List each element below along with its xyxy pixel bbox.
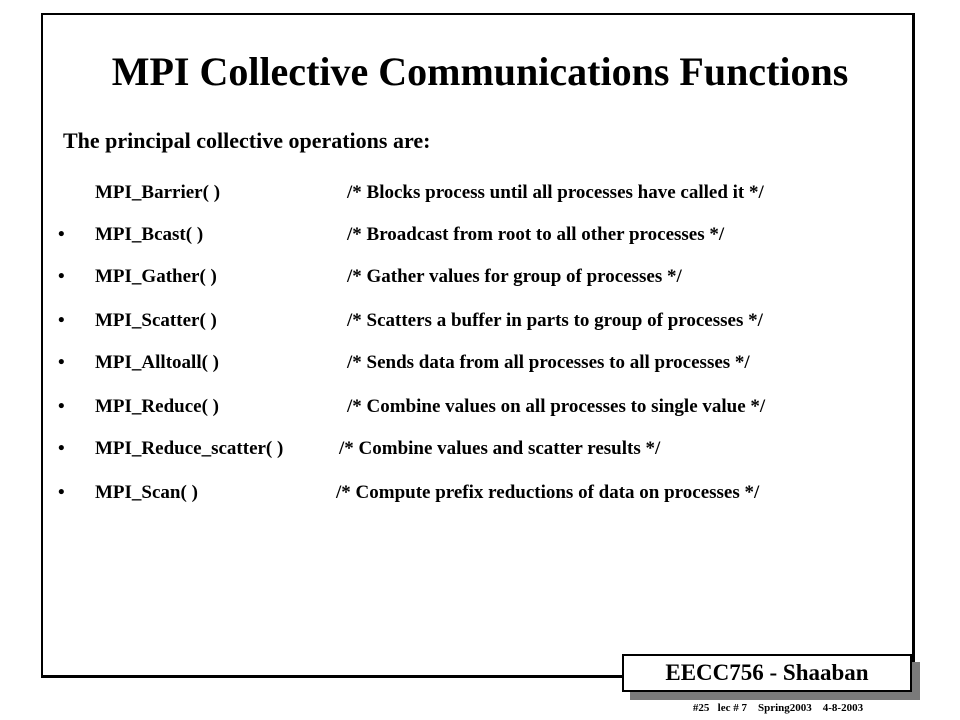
course-badge: EECC756 - Shaaban [622, 654, 912, 692]
list-item-mpi-barrier [0, 182, 960, 210]
slide-title: MPI Collective Communications Functions [111, 49, 849, 94]
bullet-icon: • [58, 438, 65, 459]
function-comment: /* Gather values for group of processes */ [347, 266, 682, 287]
bullet-icon: • [58, 224, 65, 245]
function-comment: /* Combine values and scatter results */ [339, 438, 661, 459]
slide-frame [41, 13, 915, 678]
bullet-icon: • [58, 310, 65, 331]
function-name: MPI_Bcast( ) [95, 224, 204, 245]
list-item-mpi-scan [0, 482, 960, 510]
list-item-mpi-reduce [0, 396, 960, 424]
function-comment: /* Compute prefix reductions of data on processes */ [336, 482, 760, 503]
function-comment: /* Blocks process until all processes have called it */ [347, 182, 764, 203]
function-name: MPI_Gather( ) [95, 266, 217, 287]
function-name: MPI_Reduce_scatter( ) [95, 438, 284, 459]
list-item-mpi-reduce-scatter [0, 438, 960, 466]
footer-text: #25 lec # 7 Spring2003 4-8-2003 [692, 702, 864, 714]
list-item-mpi-alltoall [0, 352, 960, 380]
function-name: MPI_Alltoall( ) [95, 352, 220, 373]
function-comment: /* Sends data from all processes to all processes */ [347, 352, 750, 373]
function-name: MPI_Barrier( ) [95, 182, 221, 203]
list-item-mpi-gather [0, 266, 960, 294]
function-comment: /* Broadcast from root to all other processes */ [347, 224, 725, 245]
function-name: MPI_Scan( ) [95, 482, 198, 503]
list-item-mpi-scatter [0, 310, 960, 338]
intro-text: The principal collective operations are: [63, 128, 431, 153]
bullet-icon: • [58, 396, 65, 417]
bullet-icon: • [58, 352, 65, 373]
function-comment: /* Combine values on all processes to single value */ [347, 396, 766, 417]
bullet-icon: • [58, 482, 65, 503]
list-item-mpi-bcast [0, 224, 960, 252]
bullet-icon: • [58, 266, 65, 287]
function-name: MPI_Reduce( ) [95, 396, 219, 417]
function-name: MPI_Scatter( ) [95, 310, 217, 331]
function-comment: /* Scatters a buffer in parts to group of processes */ [347, 310, 763, 331]
